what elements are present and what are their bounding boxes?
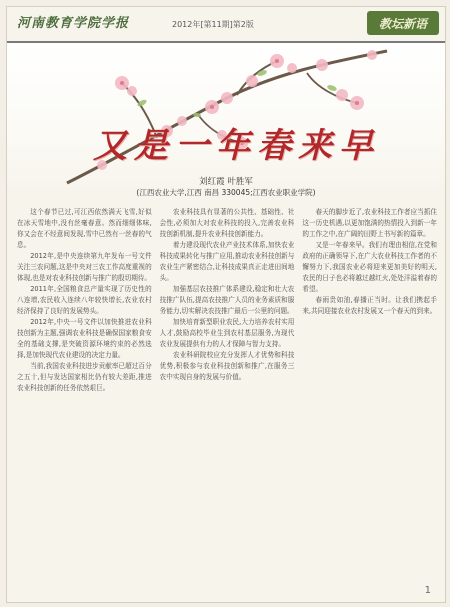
paragraph: 2012年,是中央连续第九年发布一号文件关注三农问题,这是中央对三农工作高度重视的体现,也是对农业科技创新与推广的殷切期待。 [17, 252, 152, 282]
page-number: 1 [424, 585, 431, 596]
paragraph: 春天的脚步近了,农业科技工作者应当抓住这一历史机遇,以更加饱满的热情投入到新一年的工作之中,在广阔的田野上书写新的篇章。 [302, 208, 438, 238]
affiliation-line: (江西农业大学,江西 南昌 330045;江西农业职业学院) [136, 188, 316, 197]
issue-info: 2012年[第11期]第2版 [172, 20, 254, 29]
body-columns [17, 207, 437, 592]
text-column-1 [17, 207, 152, 592]
paragraph: 2012年,中央一号文件以加快推进农业科技创新为主题,强调农业科技是确保国家粮食安全的基础支撑,是突破资源环境约束的必然选择,是加快现代农业建设的决定力量。 [17, 318, 152, 359]
page-header [7, 7, 445, 43]
author-line: 刘红霞 叶胜军 [199, 177, 253, 187]
paragraph: 这个春节已过,可江西依然满天飞雪,好似在冰天雪地中,没有丝毫春意。然而细细体味,你又会在不经意间发现,雪中已然有一丝春的气息。 [17, 208, 152, 249]
paragraph: 农业科技具有显著的公共性、基础性、社会性,必须加大对农业科技的投入,完善农业科技创新机制,提升农业科技创新能力。 [159, 208, 295, 238]
journal-title: 河南教育学院学报 [17, 16, 130, 31]
text-column-3 [302, 207, 437, 592]
text-column-2 [160, 207, 295, 592]
paragraph: 又是一年春来早。我们有理由相信,在党和政府的正确领导下,在广大农业科技工作者的不懈努力下,我国农业必将迎来更加美好的明天,农民的日子也必将越过越红火,处处洋溢着春的希望。 [302, 241, 438, 293]
paragraph: 加快培育新型职业农民,大力培养农村实用人才,鼓励高校毕业生到农村基层服务,为现代农业发展提供有力的人才保障与智力支持。 [159, 318, 295, 348]
paragraph: 着力建设现代农业产业技术体系,加快农业科技成果转化与推广应用,推动农业科技创新与农业生产紧密结合,让科技成果真正走进田间地头。 [159, 241, 295, 282]
paragraph: 农业科研院校应充分发挥人才优势和科技优势,积极参与农业科技创新和推广,在服务三农中实现自身的发展与价值。 [159, 351, 295, 381]
paragraph: 春雨贵如油,春播正当时。让我们携起手来,共同迎接农业农村发展又一个春天的到来。 [302, 296, 438, 315]
column-title: 教坛新语 [378, 16, 427, 31]
paragraph: 加强基层农技推广体系建设,稳定和壮大农技推广队伍,提高农技推广人员的业务素质和服务能力,切实解决农技推广最后一公里的问题。 [159, 285, 295, 315]
journal-page [6, 6, 446, 603]
column-badge [367, 11, 439, 35]
paragraph: 2011年,全国粮食总产量实现了历史性的八连增,农民收入连续八年较快增长,农业农村经济保持了良好的发展势头。 [17, 285, 152, 315]
paragraph: 当前,我国农业科技进步贡献率已超过百分之五十,但与发达国家相比仍有较大差距,推进农业科技创新的任务依然艰巨。 [17, 362, 152, 392]
article-title: 又是一年春来早 [93, 126, 380, 166]
